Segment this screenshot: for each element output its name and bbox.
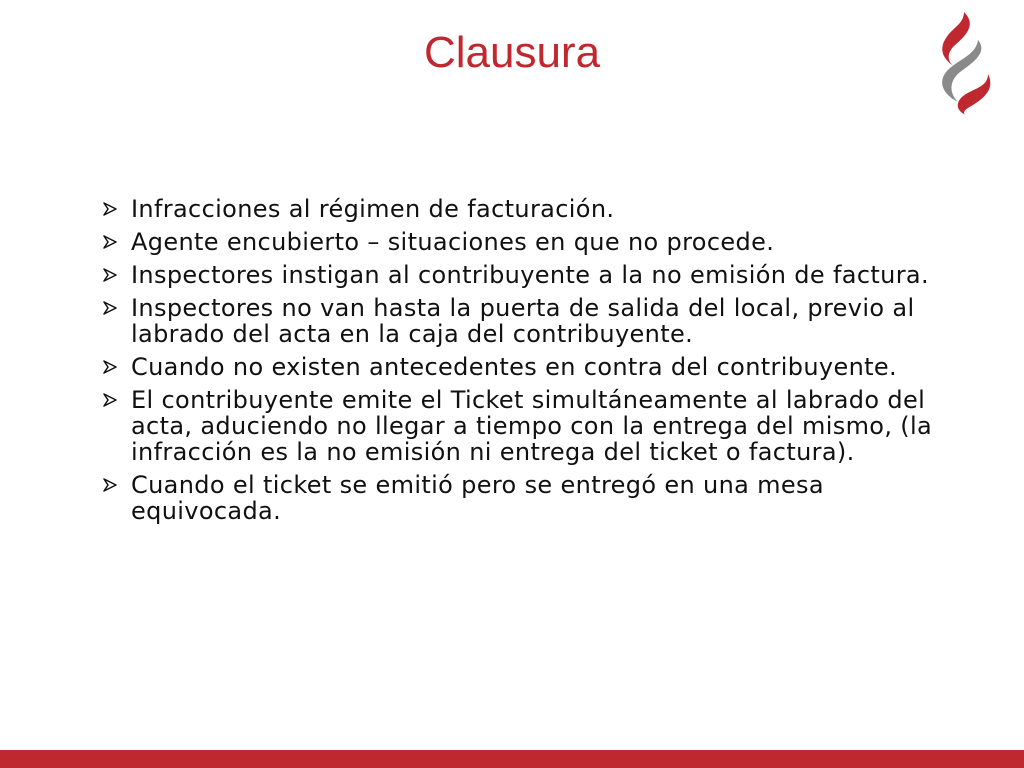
bullet-text: Inspectores no van hasta la puerta de salida del local, previo al labrado del acta en la caja del contribuyente. xyxy=(131,294,915,348)
bullet-item xyxy=(102,387,972,465)
bullet-item xyxy=(102,472,972,524)
arrowhead-bullet-icon xyxy=(103,268,117,282)
bullet-item xyxy=(102,295,972,347)
bullet-text: Cuando no existen antecedentes en contra del contribuyente. xyxy=(131,353,897,381)
arrowhead-bullet-icon xyxy=(103,393,117,407)
footer-accent-bar xyxy=(0,750,1024,768)
bullet-text: El contribuyente emite el Ticket simultáneamente al labrado del acta, aduciendo no llegar a tiempo con la entrega del mismo, (la infracción es la no emisión ni entrega del ticket o factura). xyxy=(131,386,933,466)
bullet-item xyxy=(102,262,972,288)
bullet-text: Cuando el ticket se emitió pero se entregó en una mesa equivocada. xyxy=(131,471,824,525)
arrowhead-bullet-icon xyxy=(103,235,117,249)
flame-logo-icon xyxy=(934,10,994,116)
arrowhead-bullet-icon xyxy=(103,202,117,216)
bullet-text: Infracciones al régimen de facturación. xyxy=(131,195,615,223)
bullet-item xyxy=(102,229,972,255)
bullet-item xyxy=(102,196,972,222)
bullet-text: Inspectores instigan al contribuyente a la no emisión de factura. xyxy=(131,261,929,289)
bullet-text: Agente encubierto – situaciones en que no procede. xyxy=(131,228,775,256)
arrowhead-bullet-icon xyxy=(103,478,117,492)
arrowhead-bullet-icon xyxy=(103,301,117,315)
slide-title: Clausura xyxy=(423,28,601,77)
arrowhead-bullet-icon xyxy=(103,360,117,374)
bullet-item xyxy=(102,354,972,380)
bullet-list xyxy=(102,196,972,531)
